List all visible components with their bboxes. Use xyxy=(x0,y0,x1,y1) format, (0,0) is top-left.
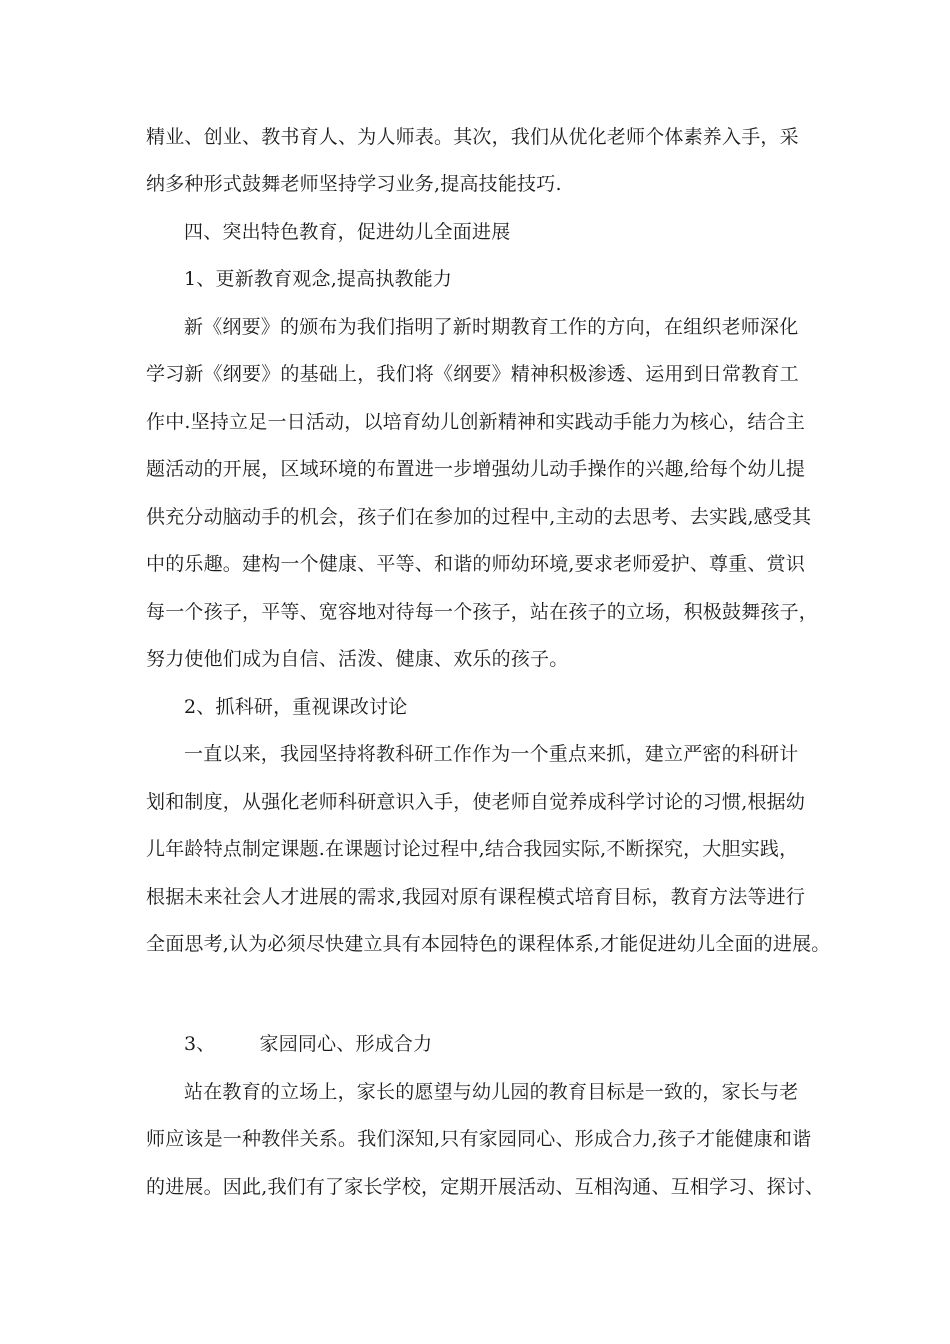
paragraph-line: 纳多种形式鼓舞老师坚持学习业务,提高技能技巧. xyxy=(146,173,562,195)
paragraph-line: 一直以来，我园坚持将教科研工作作为一个重点来抓，建立严密的科研计 xyxy=(184,743,799,765)
paragraph-line: 中的乐趣。建构一个健康、平等、和谐的师幼环境,要求老师爱护、尊重、赏识 xyxy=(146,553,806,575)
heading-text: 家园同心、形成合力 xyxy=(259,1033,433,1055)
subsection-heading xyxy=(184,1031,432,1057)
paragraph-line: 站在教育的立场上，家长的愿望与幼儿园的教育目标是一致的，家长与老 xyxy=(184,1081,799,1103)
paragraph-line: 的进展。因此,我们有了家长学校，定期开展活动、互相沟通、互相学习、探讨、 xyxy=(146,1176,825,1198)
paragraph-line: 新《纲要》的颁布为我们指明了新时期教育工作的方向，在组织老师深化 xyxy=(184,316,799,338)
paragraph-line: 精业、创业、教书育人、为人师表。其次，我们从优化老师个体素养入手，采 xyxy=(146,126,799,148)
paragraph-line: 师应该是一种教伴关系。我们深知,只有家园同心、形成合力,孩子才能健康和谐 xyxy=(146,1128,812,1150)
paragraph-line: 题活动的开展，区域环境的布置进一步增强幼儿动手操作的兴趣,给每个幼儿提 xyxy=(146,458,806,480)
subsection-heading: 2、抓科研，重视课改讨论 xyxy=(184,696,408,718)
heading-number: 3、 xyxy=(184,1033,216,1055)
paragraph-line: 每一个孩子，平等、宽容地对待每一个孩子，站在孩子的立场，积极鼓舞孩子， xyxy=(146,601,819,623)
paragraph-line: 划和制度，从强化老师科研意识入手，使老师自觉养成科学讨论的习惯,根据幼 xyxy=(146,791,806,813)
paragraph-line: 努力使他们成为自信、活泼、健康、欢乐的孩子。 xyxy=(146,648,569,670)
paragraph-line: 根据未来社会人才进展的需求,我园对原有课程模式培育目标，教育方法等进行 xyxy=(146,886,806,908)
paragraph-line: 学习新《纲要》的基础上，我们将《纲要》精神积极渗透、运用到日常教育工 xyxy=(146,363,799,385)
paragraph-line: 供充分动脑动手的机会，孩子们在参加的过程中,主动的去思考、去实践,感受其 xyxy=(146,506,812,528)
paragraph-line: 作中.坚持立足一日活动，以培育幼儿创新精神和实践动手能力为核心，结合主 xyxy=(146,411,806,433)
paragraph-line: 儿年龄特点制定课题.在课题讨论过程中,结合我园实际,不断探究，大胆实践， xyxy=(146,838,799,860)
paragraph-line: 全面思考,认为必须尽快建立具有本园特色的课程体系,才能促进幼儿全面的进展。 xyxy=(146,933,831,955)
section-heading: 四、突出特色教育，促进幼儿全面进展 xyxy=(184,221,511,243)
subsection-heading: 1、更新教育观念,提高执教能力 xyxy=(184,268,453,290)
